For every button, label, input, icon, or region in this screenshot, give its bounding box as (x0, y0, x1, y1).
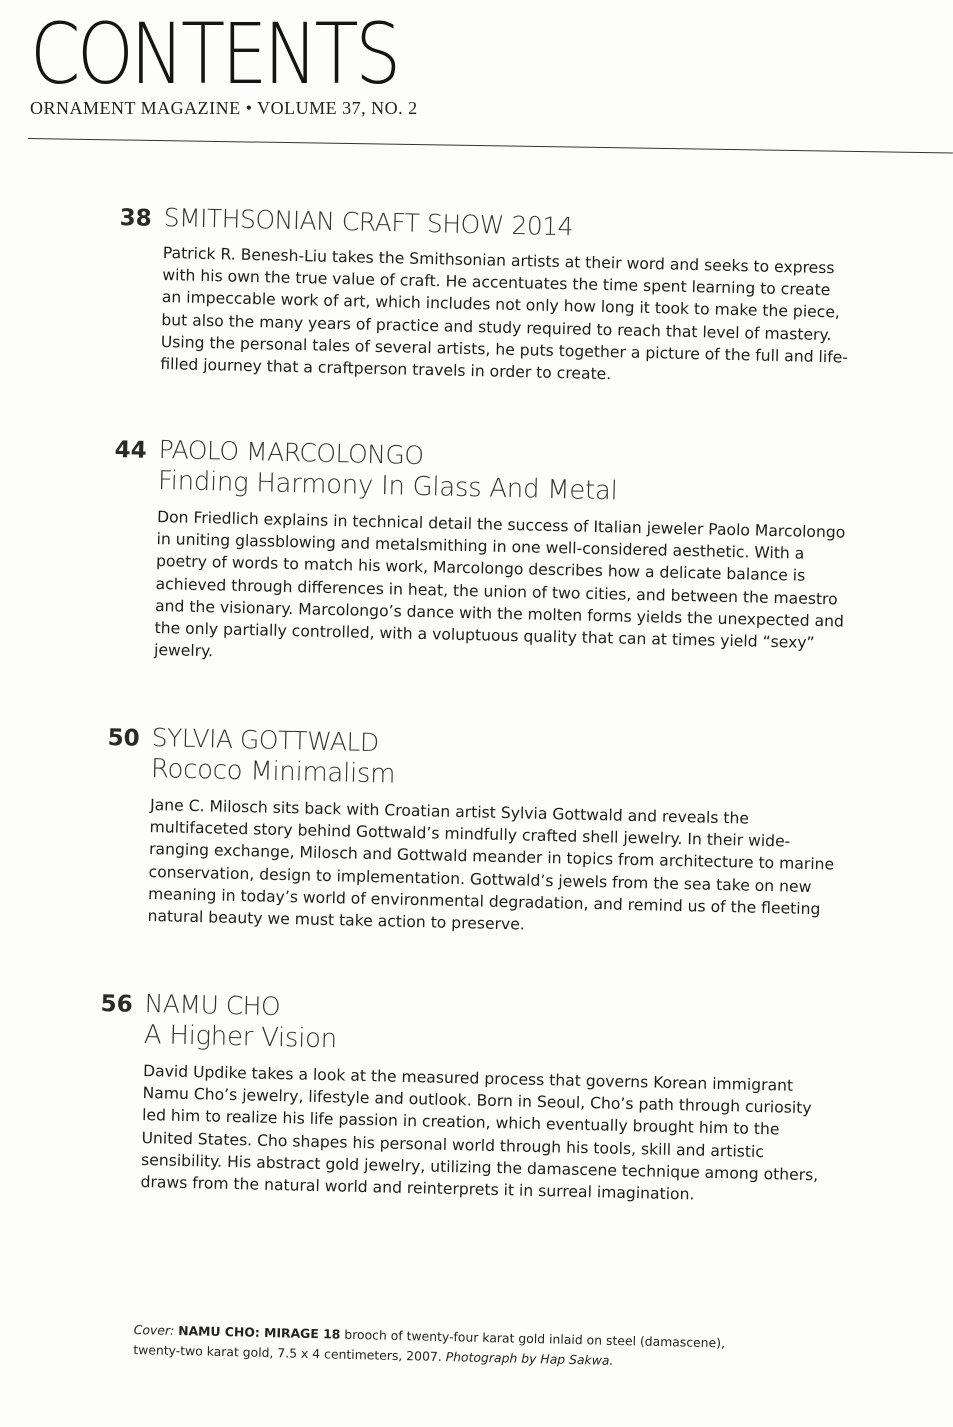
article-page-number[interactable]: 38 (119, 204, 152, 232)
article-description: Jane C. Milosch sits back with Croatian artist Sylvia Gottwald and reveals the multifaceted story behind Gottwald’s mindfully crafted shell jewelry. In their wide-ranging exchange, Milosch and Gottwald meander in topics from architecture to marine conservation, design to implementation. Gottwald’s jewels from the sea take on new meaning in today’s world of environmental degradation, and remind us of the fleeting natural beauty we must take action to preserve. (147, 795, 835, 934)
article-entry (110, 434, 846, 677)
article-subtitle: A Higher Vision (143, 1019, 338, 1055)
article-description: Patrick R. Benesh-Liu takes the Smithsonian artists at their word and seeks to express with his own the true value of craft. He accentuates the time spent learning to create an impeccable work of art, which includes not only how long it took to make the piece, but also the many years of practice and study required to reach that level of mastery. Using the personal tales of several artists, he puts together a picture of the full and life-filled journey that a craftperson travels in order to create. (160, 243, 849, 384)
cover-photo-credit: Photograph by Hap Sakwa. (445, 1349, 614, 1368)
article-description: Don Friedlich explains in technical detail the success of Italian jeweler Paolo Marcolongo in uniting glassblowing and metalsmithing in one well-considered aesthetic. With a poetry of words to match his work, Marcolongo describes how a delicate balance is achieved through differences in heat, the union of two cities, and between the maestro and the visionary. Marcolongo’s dance with the molten forms yields the unexpected and the only partially controlled, with a voluptuous quality that can at times yield “sexy” jewelry. (153, 507, 846, 661)
page-title: CONTENTS (30, 5, 398, 103)
magazine-issue-line: ORNAMENT MAGAZINE • VOLUME 37, NO. 2 (30, 98, 418, 118)
article-entry (96, 988, 820, 1209)
article-subtitle: Rococo Minimalism (150, 753, 396, 790)
article-title[interactable]: SYLVIA GOTTWALD (151, 722, 380, 758)
article-title[interactable]: PAOLO MARCOLONGO (158, 434, 424, 471)
cover-work-title: NAMU CHO: MIRAGE 18 (178, 1323, 341, 1342)
article-title[interactable]: SMITHSONIAN CRAFT SHOW 2014 (163, 202, 574, 242)
cover-label: Cover: (133, 1321, 175, 1338)
article-subtitle: Finding Harmony In Glass And Metal (157, 465, 618, 507)
article-entry (116, 202, 849, 391)
article-page-number[interactable]: 44 (114, 436, 147, 464)
article-entry (103, 722, 835, 943)
article-title[interactable]: NAMU CHO (144, 988, 281, 1022)
article-page-number[interactable]: 50 (107, 724, 140, 752)
article-page-number[interactable]: 56 (100, 990, 133, 1018)
article-heading (119, 202, 839, 247)
cover-details: brooch of twenty-four karat gold inlaid on steel (damascene), twenty-two karat gold, 7.5 x 4 centimeters, 2007. (133, 1326, 726, 1364)
article-description: David Updike takes a look at the measured process that governs Korean immigrant Namu Cho’s jewelry, lifestyle and outlook. Born in Seoul, Cho’s path through curiosity led him to realize his life passion in creation, which eventually brought him to the United States. Cho shapes his personal world through his tools, skill and artistic sensibility. His abstract gold jewelry, utilizing the damascene technique among others, draws from the natural world and reinterprets it in surreal imagination. (140, 1061, 819, 1204)
